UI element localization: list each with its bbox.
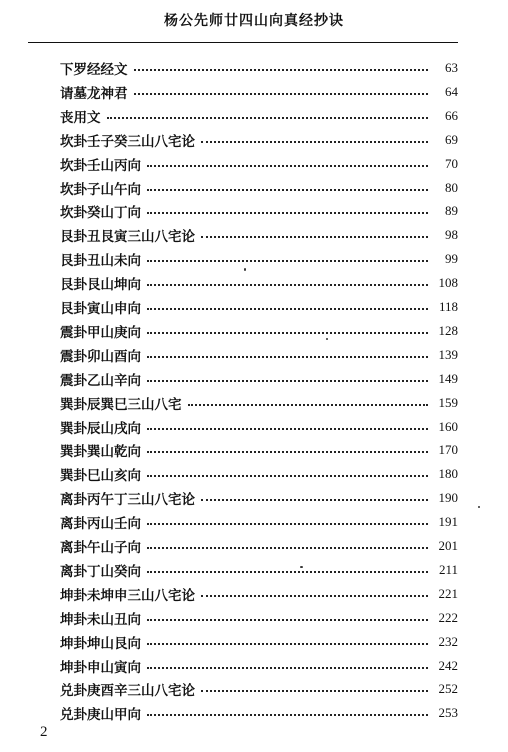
toc-entry-page: 128 — [438, 322, 458, 338]
toc-entry — [60, 105, 458, 127]
dot-leader — [201, 499, 428, 501]
toc-entry-title: 艮卦丑山未向 — [60, 253, 141, 270]
toc-entry-page: 160 — [438, 418, 458, 434]
toc-entry-page: 99 — [445, 251, 458, 267]
toc-entry-page: 222 — [438, 609, 458, 625]
dot-leader — [201, 141, 428, 143]
toc-entry — [60, 416, 458, 438]
toc-entry-title: 巽卦巳山亥向 — [60, 468, 141, 485]
toc-entry-title: 坤卦未山丑向 — [60, 611, 141, 628]
toc-entry-title: 坤卦未坤申三山八宅论 — [60, 587, 195, 604]
dot-leader — [147, 451, 428, 453]
toc-entry-title: 离卦丙山壬向 — [60, 516, 141, 533]
dot-leader — [147, 380, 428, 382]
toc-entry — [60, 511, 458, 533]
toc-entry-title: 坎卦壬山丙向 — [60, 157, 141, 174]
toc-entry-page: 139 — [438, 346, 458, 362]
running-header: 杨公先师廿四山向真经抄诀 — [164, 13, 344, 29]
dot-leader — [147, 667, 428, 669]
toc-entry — [60, 655, 458, 677]
dot-leader — [147, 212, 428, 214]
dot-leader — [147, 284, 428, 286]
toc-entry-title: 坤卦申山寅向 — [60, 659, 141, 676]
toc-entry-title: 兑卦庚酉辛三山八宅论 — [60, 683, 195, 700]
toc-entry — [60, 559, 458, 581]
toc-entry-title: 离卦丁山癸向 — [60, 563, 141, 580]
toc-entry-title: 请墓龙神君 — [60, 85, 128, 102]
dot-leader — [134, 69, 429, 71]
toc-entry — [60, 702, 458, 724]
toc-entry-page: 232 — [438, 633, 458, 649]
toc-entry-page: 63 — [445, 60, 458, 75]
dot-leader — [147, 475, 428, 477]
toc-entry — [60, 463, 458, 485]
dot-leader — [147, 523, 428, 525]
toc-entry-title: 离卦丙午丁三山八宅论 — [60, 492, 195, 509]
toc-entry-title: 离卦午山子向 — [60, 540, 141, 556]
toc-entry-page: 69 — [445, 131, 458, 147]
toc-entry — [60, 81, 458, 103]
toc-entry-page: 170 — [438, 442, 458, 458]
toc-entry-page: 80 — [445, 179, 458, 195]
dot-leader — [147, 189, 428, 191]
toc-entry-title: 艮卦艮山坤向 — [60, 277, 141, 294]
toc-entry — [60, 439, 458, 461]
dot-leader — [147, 547, 428, 549]
toc-entry-title: 震卦卯山酉向 — [60, 348, 141, 365]
toc-entry-title: 震卦甲山庚向 — [60, 324, 141, 341]
toc-entry — [60, 200, 458, 222]
toc-entry — [60, 272, 458, 294]
toc-entry — [60, 296, 458, 318]
dot-leader — [147, 643, 428, 645]
toc-entry-title: 巽卦辰山戌向 — [60, 420, 141, 437]
dot-leader — [147, 260, 428, 262]
toc-entry-page: 118 — [438, 299, 458, 314]
toc-entry-page: 201 — [438, 538, 458, 553]
toc-entry — [60, 607, 458, 629]
toc-entry-page: 159 — [438, 394, 458, 410]
scan-speck — [300, 566, 303, 568]
dot-leader — [147, 428, 428, 430]
dot-leader — [201, 595, 428, 597]
toc-entry-page: 211 — [438, 561, 458, 577]
toc-entry-page: 180 — [438, 466, 458, 482]
dot-leader — [147, 356, 428, 358]
toc-entry-page: 64 — [445, 83, 458, 99]
toc-entry-page: 191 — [438, 514, 458, 530]
toc-entry-title: 巽卦辰巽巳三山八宅 — [60, 396, 182, 413]
dot-leader — [147, 165, 428, 167]
toc-entry-title: 坎卦子山午向 — [60, 181, 141, 198]
toc-entry — [60, 344, 458, 366]
dot-leader — [107, 117, 429, 119]
toc-entry — [60, 224, 458, 246]
dot-leader — [147, 571, 428, 573]
toc-entry-page: 149 — [438, 370, 458, 386]
toc-entry — [60, 57, 458, 79]
toc-entry-title: 下罗经经文 — [60, 62, 128, 78]
toc-entry-title: 坤卦坤山艮向 — [60, 635, 141, 652]
dot-leader — [147, 714, 428, 716]
dot-leader — [201, 690, 428, 692]
toc-entry — [60, 678, 458, 700]
dot-leader — [147, 308, 428, 310]
header-rule — [28, 42, 458, 43]
dot-leader — [147, 332, 428, 334]
toc-entry — [60, 153, 458, 175]
toc-entry-page: 66 — [445, 107, 458, 123]
toc-entry-page: 89 — [445, 203, 458, 219]
toc-entry-page: 190 — [438, 490, 458, 506]
toc-entry-title: 坎卦癸山丁向 — [60, 205, 141, 222]
toc-entry — [60, 177, 458, 199]
toc-entry — [60, 129, 458, 151]
dot-leader — [134, 93, 429, 95]
toc-entry — [60, 487, 458, 509]
toc-entry-page: 221 — [438, 585, 458, 601]
toc-entry-title: 巽卦巽山乾向 — [60, 444, 141, 461]
toc-entry-page: 252 — [438, 681, 458, 697]
toc-entry — [60, 320, 458, 342]
toc-entry-title: 坎卦壬子癸三山八宅论 — [60, 133, 195, 150]
toc-entry — [60, 583, 458, 605]
toc-entry — [60, 535, 458, 557]
toc-entry-title: 兑卦庚山甲向 — [60, 707, 141, 724]
toc-entry-page: 242 — [438, 657, 458, 673]
toc-entry-title: 艮卦丑艮寅三山八宅论 — [60, 229, 195, 246]
toc-entry-page: 108 — [438, 275, 458, 291]
toc-entry — [60, 248, 458, 270]
toc-entry-page: 98 — [445, 227, 458, 243]
toc-entry — [60, 368, 458, 390]
toc-entry-page: 253 — [438, 705, 458, 721]
toc-entry-page: 70 — [445, 155, 458, 171]
page-number: 2 — [40, 724, 48, 740]
scan-speck — [478, 506, 480, 508]
toc-entry-title: 丧用文 — [60, 109, 101, 126]
toc-entry-title: 震卦乙山辛向 — [60, 372, 141, 389]
dot-leader — [147, 619, 428, 621]
toc-entry — [60, 631, 458, 653]
dot-leader — [201, 236, 428, 238]
scan-speck — [244, 268, 246, 271]
toc-entry-title: 艮卦寅山申向 — [60, 301, 141, 317]
dot-leader — [188, 404, 429, 406]
toc-entry — [60, 392, 458, 414]
scan-speck — [326, 338, 328, 340]
